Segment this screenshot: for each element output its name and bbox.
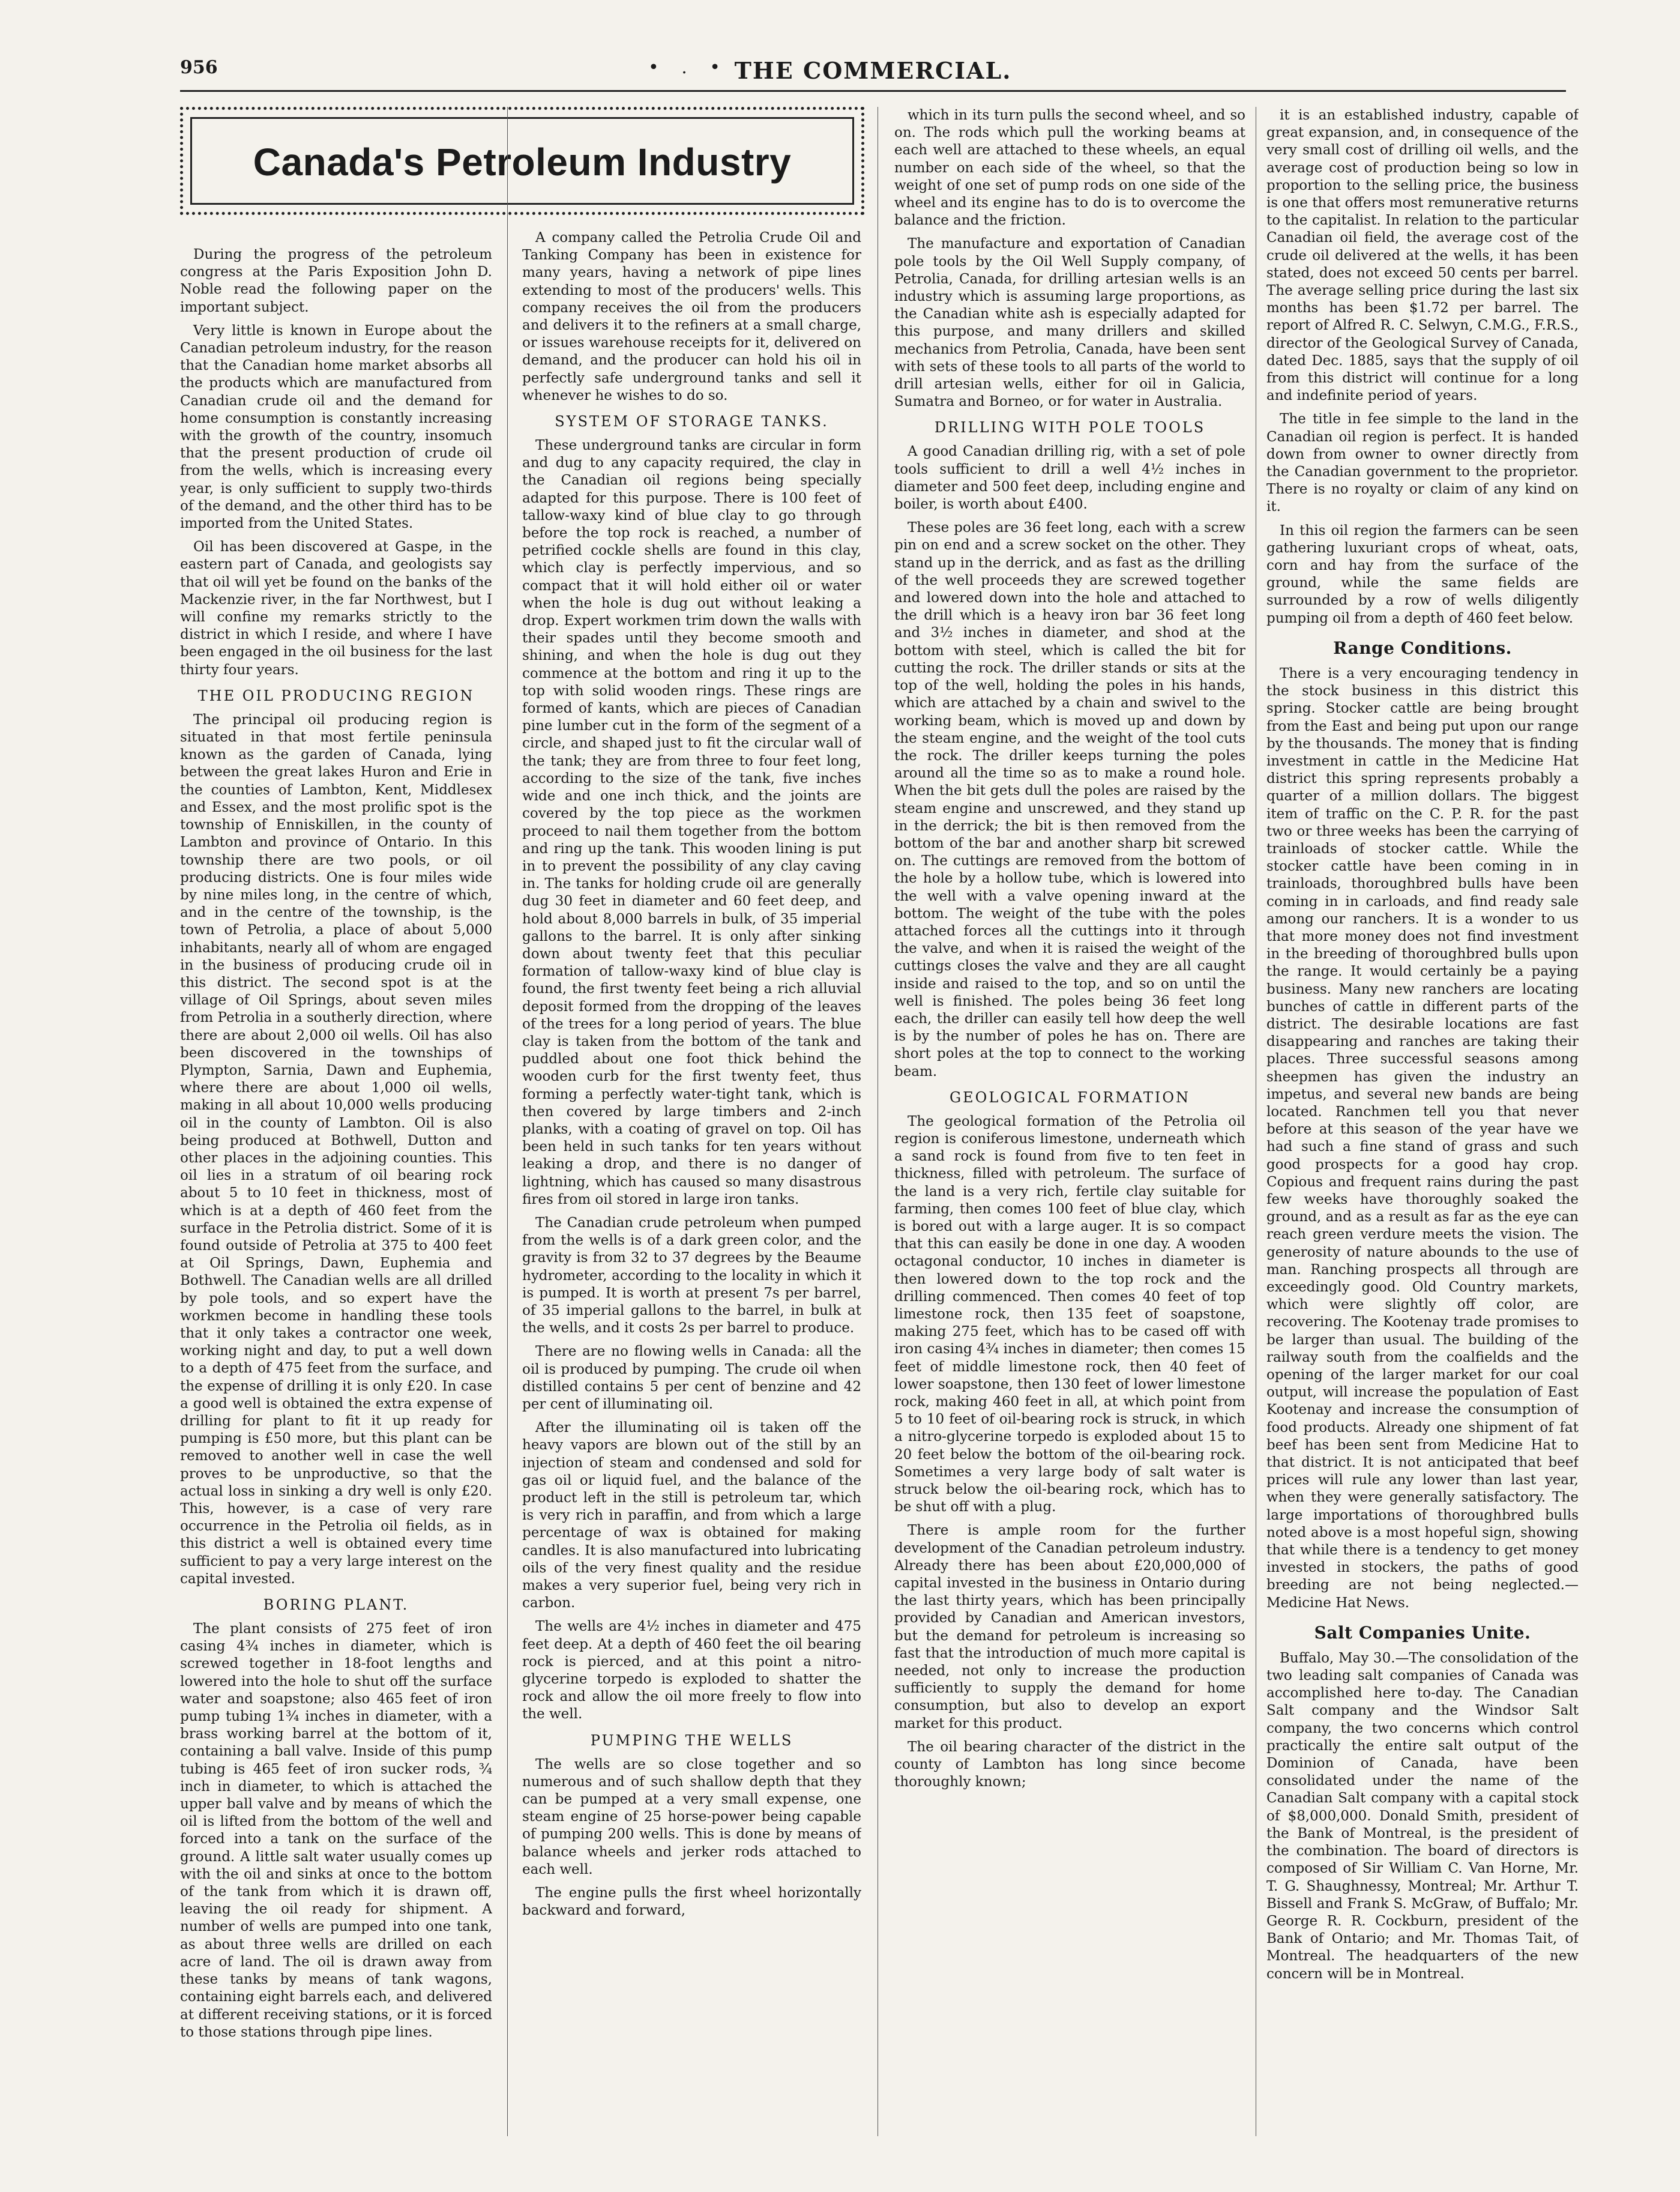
article-title-box <box>180 107 864 215</box>
paragraph: which in its turn pulls the second wheel, and so on. The rods which pull the working beams at each well are attached to these wheels, an equal number on each side of the wheel, so that the weight of one set of pump rods on one side of the wheel and its engine has to do is to overcome the balance and the friction. <box>894 107 1245 229</box>
paragraph: There is ample room for the further development of the Canadian petroleum industry. Already there has been about £20,000,000 of capital invested in the business in Ontario during the last thirty years, which has been principally provided by Canadian and American investors, but the demand for petroleum is increasing so fast that the introduction of much more capital is needed, not only to increase the production sufficiently to supply the demand for home consumption, but also to develop an export market for this product. <box>894 1523 1245 1732</box>
paragraph: The title in fee simple to the land in the Canadian oil region is perfect. It is handed down from owner to owner directly from the Canadian government to the proprietor. There is no royalty or claim of any kind on it. <box>1266 411 1579 515</box>
article-column-2 <box>522 229 861 2139</box>
column-divider <box>507 107 508 2136</box>
paragraph: During the progress of the petroleum congress at the Paris Exposition John D. Noble read the following paper on the important subject. <box>180 247 492 315</box>
section-heading: BORING PLANT. <box>263 1596 409 1614</box>
paragraph: There is a very encouraging tendency in the stock business in this district this spring. Stocker cattle are being brought from the East and being put upon our range by the thousands. The money that is finding investment in cattle in the Medicine Hat district this spring represents probably a quarter of a million dollars. The biggest item of traffic on the C. P. R. for the past two or three weeks has been the carrying of trainloads of stocker cattle. While the stocker cattle have been coming in in trainloads, thoroughbred bulls have been coming in in carloads, and find ready sale among our ranchers. It is a wonder to us that more money does not find investment in the breeding of thoroughbred bulls upon the range. It would certainly be a paying business. Many new ranchers are locating bunches of cattle in different parts of the district. The desirable locations are fast disappearing and ranches are taking their places. Three successful seasons among sheepmen has given the industry an impetus, and several new bands are being located. Ranchmen tell you that never before at this season of the year have we had such a fine stand of grass and such good prospects for a good hay crop. Copious and frequent rains during the past few weeks have thoroughly soaked the ground, and as a result as far as the eye can reach green verdure meets the vision. The generosity of nature abounds to the use of man. Ranching prospects all through are exceedingly good. Old Country markets, which were slightly off color, are recovering. The Kootenay trade promises to be larger than usual. The building of the railway south from the coalfields and the opening of the larger market for our coal output, will increase the population of East Kootenay and increase the consumption of food products. Already one shipment of fat beef has been sent from Medicine Hat to that district. It is not anticipated that beef prices will rule any lower than last year, when they were generally satisfactory. The large importations of thoroughbred bulls noted above is a most hopeful sign, showing that while there is a tendency to get money invested in stockers, the paths of good breeding are not being neglected.—Medicine Hat News. <box>1266 665 1579 1611</box>
paragraph: In this oil region the farmers can be seen gathering luxuriant crops of wheat, oats, corn and hay from the surface of the ground, while the same fields are surrounded by a row of wells diligently pumping oil from a depth of 460 feet below. <box>1266 522 1579 626</box>
paragraph: The wells are 4½ inches in diameter and 475 feet deep. At a depth of 460 feet the oil bearing rock is pierced, and at this point a nitro-glycerine torpedo is exploded to shatter the rock and allow the oil more freely to flow into the well. <box>522 1619 861 1723</box>
article-heading: Salt Companies Unite. <box>1314 1622 1531 1643</box>
paragraph: A good Canadian drilling rig, with a set of pole tools sufficient to drill a well 4½ inches in diameter and 500 feet deep, including engine and boiler, is worth about £400. <box>894 444 1245 513</box>
paragraph: After the illuminating oil is taken off the heavy vapors are blown out of the still by an injection of steam and condensed and sold for gas oil or liquid fuel, and the balance of the product left in the still is petroleum tar, which is very rich in paraffin, and from which a large percentage of wax is obtained for making candles. It is also manufactured into lubricating oils of the very finest quality and the residue makes a very superior fuel, being very rich in carbon. <box>522 1420 861 1611</box>
header-ornament: • . • <box>648 57 729 78</box>
article-column-3 <box>894 107 1245 2142</box>
paragraph: Very little is known in Europe about the Canadian petroleum industry, for the reason that the Canadian home market absorbs all the products which are manufactured from Canadian crude oil and the demand for home consumption is constantly increasing with the growth of the country, insomuch that the present production of crude oil from the wells, which is increasing every year, is only sufficient to supply two-thirds of the demand, and the other third has to be imported from the United States. <box>180 322 492 532</box>
paragraph: it is an established industry, capable of great expansion, and, in consequence of the very small cost of drilling oil wells, and the average cost of production being so low in proportion to the selling price, the business is one that offers most remunerative returns to the capitalist. In relation to the particular Canadian oil field, the average cost of the crude oil delivered at the wells, it has been stated, does not exceed 50 cents per barrel. The average selling price during the last six months has been $1.72 per barrel. The report of Alfred R. C. Selwyn, C.M.G., F.R.S., director of the Geological Survey of Canada, dated Dec. 1885, says that the supply of oil from this district will continue for a long and indefinite period of years. <box>1266 107 1579 404</box>
article-column-4 <box>1266 107 1579 2142</box>
section-heading: THE OIL PRODUCING REGION <box>197 687 475 704</box>
paragraph: The principal oil producing region is situated in that most fertile peninsula known as the garden of Canada, lying between the great lakes Huron and Erie in the counties of Lambton, Kent, Middlesex and Essex, and the most prolific spot is the township of Enniskillen, in the county of Lambton and province of Ontario. In this township there are two pools, or oil producing districts. One is four miles wide by nine miles long, in the centre of which, and in the centre of the township, is the town of Petrolia, a place of about 5,000 inhabitants, nearly all of whom are engaged in the business of producing crude oil in this district. The second spot is at the village of Oil Springs, about seven miles from Petrolia in a southerly direction, where there are about 2,000 oil wells. Oil has also been discovered in the townships of Plympton, Sarnia, Dawn and Euphemia, where there are about 1,000 oil wells, making in all about 10,000 wells producing oil in the county of Lambton. Oil is also being produced at Bothwell, Dutton and other places in the adjoining counties. This oil lies in a stratum of oil bearing rock about 5 to 10 feet in thickness, most of which is at a depth of 460 feet from the surface in the Petrolia district. Some of it is found outside of Petrolia at 375 to 400 feet at Oil Springs, Dawn, Euphemia and Bothwell. The Canadian wells are all drilled by pole tools, and so expert have the workmen become in handling these tools that it only takes a contractor one week, working night and day, to put a well down to a depth of 475 feet from the surface, and the expense of drilling it is only £20. In case a good well is obtained the extra expense of drilling for plant to fit it up ready for pumping is £50 more, but this plant can be removed to another well in case the well proves to be unproductive, so that the actual loss in sinking a dry well is only £20. This, however, is a case of very rare occurrence in the Petrolia oil fields, as in this district a well is obtained every time sufficient to pay a very large interest on the capital invested. <box>180 711 492 1587</box>
paragraph: The wells are so close together and so numerous and of such shallow depth that they can be pumped at a very small expense, one steam engine of 25 horse-power being capable of pumping 200 wells. This is done by means of balance wheels and jerker rods attached to each well. <box>522 1756 861 1877</box>
paragraph: Buffalo, May 30.—The consolidation of the two leading salt companies of Canada was accomplished here to-day. The Canadian Salt company and the Windsor Salt company, the two concerns which control practically the entire salt output of the Dominion of Canada, have been consolidated under the name of the Canadian Salt company with a capital stock of $8,000,000. Donald Smith, president of the Bank of Montreal, is the president of the combination. The board of directors is composed of Sir William C. Van Horne, Mr. T. G. Shaughnessy, Montreal; Mr. Arthur T. Bissell and Frank S. McGraw, of Buffalo; Mr. George R. R. Cockburn, president of the Bank of Ontario; and Mr. Thomas Tait, of Montreal. The headquarters of the new concern will be in Montreal. <box>1266 1650 1579 1982</box>
publication-title: THE COMMERCIAL. <box>734 57 1012 84</box>
paragraph: The Canadian crude petroleum when pumped from the wells is of a dark green color, and the gravity is from 32 to 37 degrees by the Beaume hydrometer, according to the locality in which it is pumped. It is worth at present 7s per barrel, of 35 imperial gallons to the barrel, in bulk at the wells, and it costs 2s per barrel to produce. <box>522 1215 861 1336</box>
header-rule <box>180 90 1566 92</box>
paragraph: The geological formation of the Petrolia oil region is coniferous limestone, underneath which a sand rock is found from five to ten feet in thickness, filled with petroleum. The surface of the land is a very rich, fertile clay suitable for farming, then comes 100 feet of blue clay, which is bored out with a large auger. It is so compact that this can easily be done in one day. A wooden octagonal conductor, 10 inches in diameter is then lowered down to the top rock and the drilling commenced. Then comes 40 feet of top limestone rock, then 135 feet of soapstone, making 275 feet, which has to be cased off with iron casing 4¾ inches in diameter; then comes 15 feet of middle limestone rock, then 40 feet of lower soapstone, then 130 feet of lower limestone rock, making 460 feet in all, at which point from 5 to 10 feet of oil-bearing rock is struck, in which a nitro-glycerine torpedo is exploded about 15 to 20 feet below the bottom of the oil-bearing rock. Sometimes a very large body of salt water is struck below the oil-bearing rock, which has to be shut off with a plug. <box>894 1113 1245 1515</box>
paragraph: A company called the Petrolia Crude Oil and Tanking Company has been in existence for many years, having a network of pipe lines extending to most of the producers' wells. This company receives the oil from the producers and delivers it to the refiners at a small charge, or issues warehouse receipts for it, delivered on demand, and the producer can hold his oil in perfectly safe underground tanks and sell it whenever he wishes to do so. <box>522 230 861 403</box>
article-column-1 <box>180 246 492 2137</box>
article-title: Canada's Petroleum Industry <box>253 140 792 184</box>
paragraph: Oil has been discovered at Gaspe, in the eastern part of Canada, and geologists say that oil will yet be found on the banks of the Mackenzie river, in the far Northwest, but I will confine my remarks strictly to the district in which I reside, and where I have been engaged in the oil business for the last thirty four years. <box>180 539 492 678</box>
section-heading: SYSTEM OF STORAGE TANKS. <box>555 413 829 430</box>
article-heading: Range Conditions. <box>1333 638 1512 658</box>
paragraph: The manufacture and exportation of Canadian pole tools by the Oil Well Supply company, of Petrolia, Canada, for drilling artesian wells is an industry which is assuming large proportions, as the Canadian white ash is especially adapted for this purpose, and many drillers and skilled mechanics from Petrolia, Canada, have been sent with sets of these tools to all parts of the world to drill artesian wells, either for oil in Galicia, Sumatra and Borneo, or for water in Australia. <box>894 236 1245 410</box>
paragraph: The engine pulls the first wheel horizontally backward and forward, <box>522 1885 861 1919</box>
section-heading: GEOLOGICAL FORMATION <box>949 1088 1191 1106</box>
paragraph: These poles are 36 feet long, each with a screw pin on end and a screw socket on the other. They stand up in the derrick, and as fast as the drilling of the well proceeds they are screwed together and lowered down into the hole and attached to the drill which is a heavy iron bar 36 feet long and 3½ inches in diameter, and shod at the bottom with steel, which is called the bit for cutting the rock. The driller stands or sits at the top of the well, holding the poles in his hands, which are attached by a chain and swivel to the working beam, which is moved up and down by the steam engine, and the weight of the tool cuts the rock. The driller keeps turning the poles around all the time so as to make a round hole. When the bit gets dull the poles are raised by the steam engine and unscrewed, and they stand up in the derrick; the bit is then removed from the bottom of the bar and another sharp bit screwed on. The cuttings are removed from the bottom of the hole by a hollow tube, which is lowered into the well with a valve opening inward at the bottom. The weight of the tube with the poles attached forces all the cuttings into it through the valve, and when it is raised the weight of the cuttings closes the valve and they are all caught inside and raised to the top, and so on until the well is finished. The poles being 36 feet long each, the driller can easily tell how deep the well is by the number of poles he has on. There are short poles at the top to connect to the working beam. <box>894 520 1245 1079</box>
paragraph: These underground tanks are circular in form and dug to any capacity required, the clay in the Canadian oil regions being specially adapted for this purpose. There is 100 feet of tallow-waxy kind of blue clay to go through before the top rock is reached, a number of petrified cockle shells are found in this clay, which clay is perfectly impervious, and so compact that it will hold either oil or water when the hole is dug out without leaking a drop. Expert workmen trim down the walls with their spades until they become smooth and shining, and when the hole is dug out they commence at the bottom and ring it up to the top with solid wooden rings. These rings are formed of kants, which are pieces of Canadian pine lumber cut in the form of the segment of a circle, and shaped just to fit the circular wall of the tank; they are from three to four feet long, according to the size of the tank, five inches wide and one inch thick, and the joints are covered by the top piece as the workmen proceed to nail them together from the bottom and ring up the tank. This wooden lining is put in to prevent the possibility of any clay caving in. The tanks for holding crude oil are generally dug 30 feet in diameter and 60 feet deep, and hold about 8,000 barrels in bulk, of 35 imperial gallons to the barrel. It is only after sinking down about twenty feet that this peculiar formation of tallow-waxy kind of blue clay is found, the first twenty feet being a rich alluvial deposit formed from the dropping of the leaves of the trees for a long period of years. The blue clay is taken from the bottom of the tank and puddled about one foot thick behind the wooden curb for the first twenty feet, thus forming a perfectly water-tight tank, which is then covered by large timbers and 2-inch planks, with a coating of gravel on top. Oil has been held in such tanks for ten years without leaking a drop, and there is no danger of lightning, which has caused so many disastrous fires from oil stored in large iron tanks. <box>522 438 861 1207</box>
page-number: 956 <box>180 57 218 78</box>
section-heading: PUMPING THE WELLS <box>590 1732 793 1749</box>
section-heading: DRILLING WITH POLE TOOLS <box>934 419 1206 436</box>
page-header <box>180 57 1566 105</box>
paragraph: There are no flowing wells in Canada: all the oil is produced by pumping. The crude oil when distilled contains 5 per cent of benzine and 42 per cent of illuminating oil. <box>522 1344 861 1412</box>
paragraph: The plant consists of 275 feet of iron casing 4¾ inches in diameter, which is screwed together in 18-foot lengths and lowered into the hole to shut off the surface water and soapstone; also 465 feet of iron pump tubing 1¾ inches in diameter, with a brass working barrel at the bottom of it, containing a ball valve. Inside of this pump tubing is 465 feet of iron sucker rods, ¾ inch in diameter, to which is attached the upper ball valve and by means of which the oil is lifted from the bottom of the well and forced into a tank on the surface of the ground. A little salt water usually comes up with the oil and sinks at once to the bottom of the tank from which it is drawn off, leaving the oil ready for shipment. A number of wells are pumped into one tank, as about three wells are drilled on each acre of land. The oil is drawn away from these tanks by means of tank wagons, containing eight barrels each, and delivered at different receiving stations, or it is forced to those stations through pipe lines. <box>180 1621 492 2040</box>
paragraph: The oil bearing character of the district in the county of Lambton has long since become thoroughly known; <box>894 1739 1245 1790</box>
